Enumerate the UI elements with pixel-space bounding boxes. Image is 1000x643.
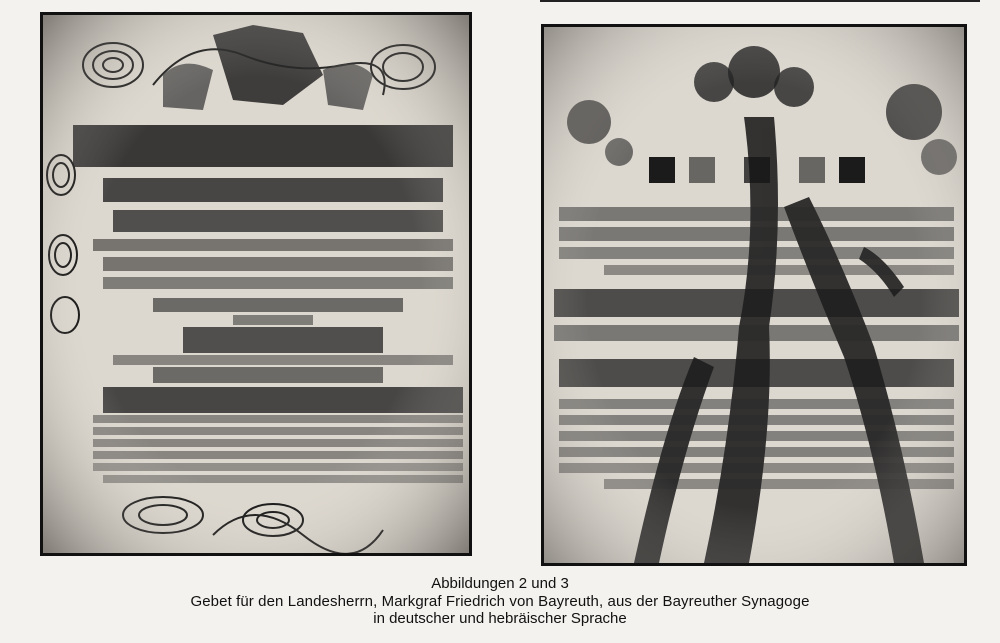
figure-caption-heading: Abbildungen 2 und 3 <box>431 575 569 592</box>
german-prayer-image <box>40 12 472 556</box>
german-prayer-drawing <box>43 15 469 553</box>
hebrew-prayer-image <box>541 24 967 566</box>
figure-caption-line-1: Gebet für den Landesherrn, Markgraf Friedrich von Bayreuth, aus der Bayreuther Synagoge <box>190 593 810 610</box>
figure-caption-line-2: in deutscher und hebräischer Sprache <box>373 610 627 627</box>
hebrew-prayer-drawing <box>544 27 964 563</box>
top-rule <box>540 0 980 2</box>
